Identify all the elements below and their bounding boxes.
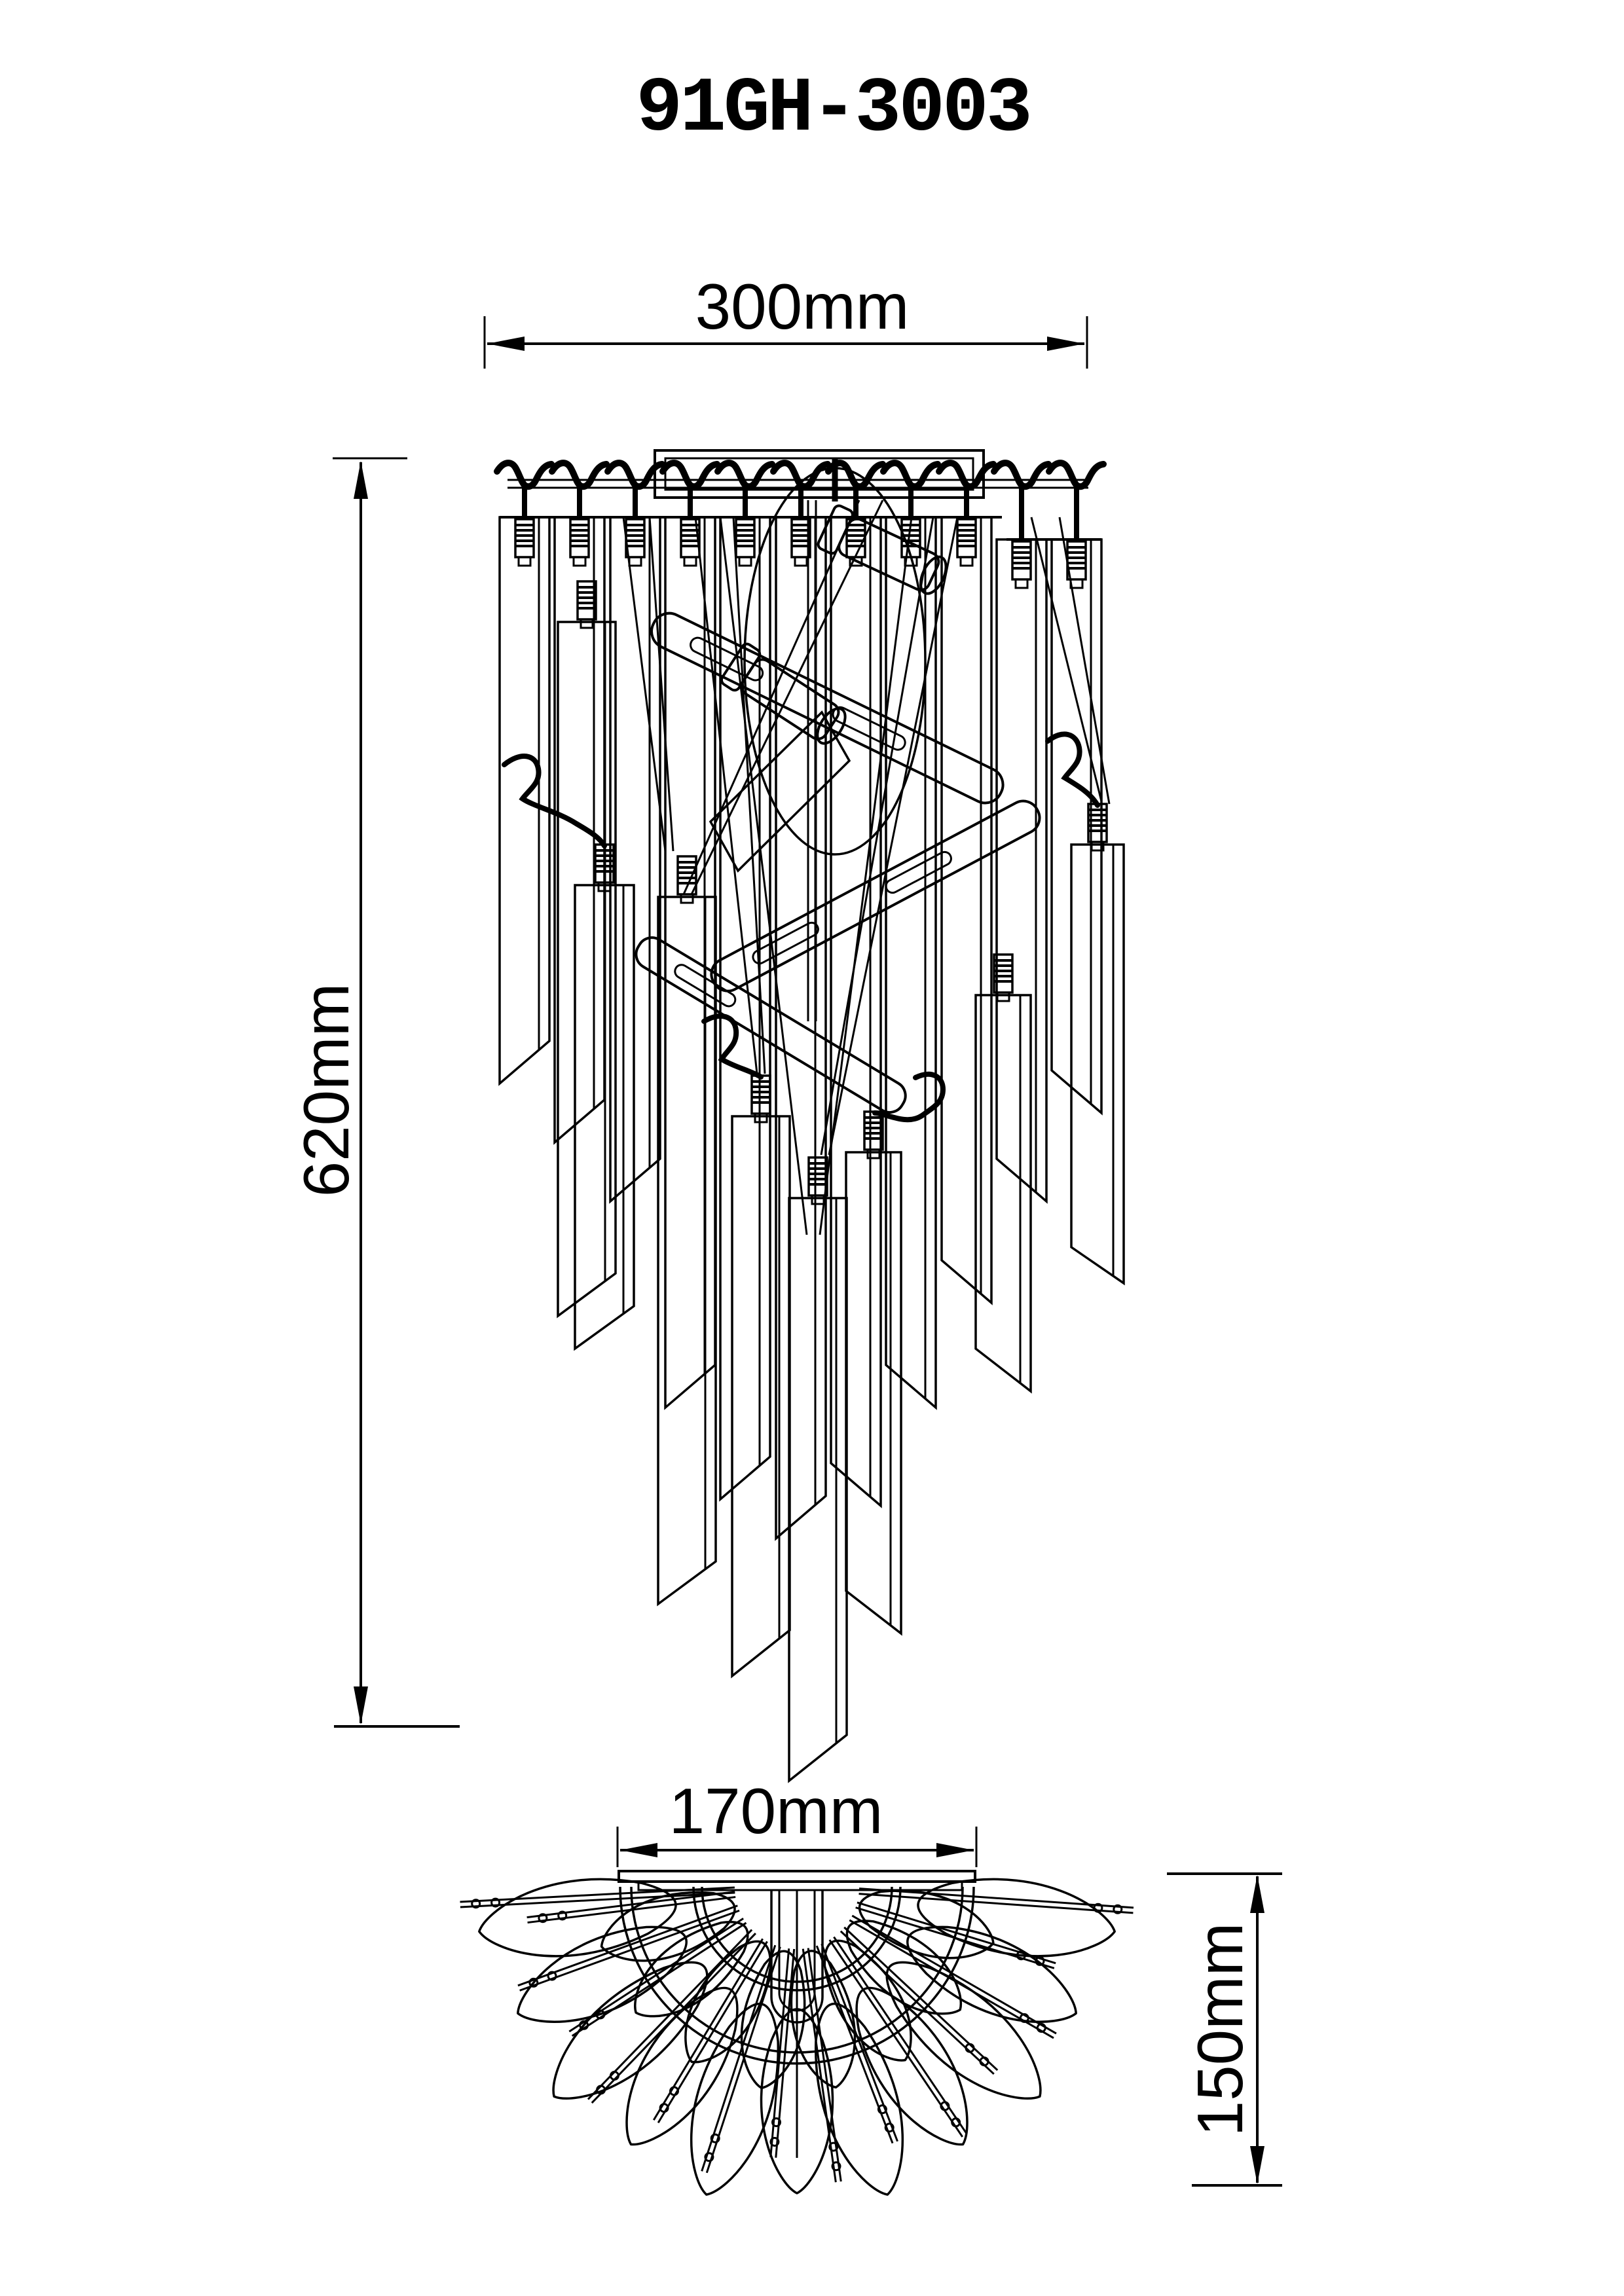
connector-tip xyxy=(1016,579,1027,588)
hanger-hook xyxy=(718,463,772,486)
suspension-wire xyxy=(720,517,807,1235)
glass-strip xyxy=(789,1198,847,1781)
glass-strip xyxy=(997,539,1046,1201)
arm-slot xyxy=(883,850,953,895)
glass-strip xyxy=(558,622,616,1316)
glass-strip xyxy=(942,517,991,1303)
connector-tip xyxy=(684,557,696,566)
canopy-spoke xyxy=(852,1916,1056,2033)
dimension-canopy-height xyxy=(1167,1874,1282,2185)
connector-tip xyxy=(681,894,693,903)
dim-arrow-top xyxy=(354,461,368,499)
hanger-hook xyxy=(883,463,938,486)
hanger-hook xyxy=(994,463,1048,486)
suspension-wire xyxy=(829,517,957,1155)
canopy-bottom-view xyxy=(460,1871,1133,2195)
canopy-plate-outer xyxy=(619,1871,975,1882)
arm-slot xyxy=(688,635,765,682)
suspension-wire xyxy=(821,517,933,1155)
dimension-canopy-width xyxy=(618,1775,976,1867)
dim-arrow-left xyxy=(487,337,525,351)
drawing-title: 91GH-3003 xyxy=(636,66,1030,153)
glass-strip xyxy=(886,517,936,1408)
canopy-spoke xyxy=(830,1940,963,2137)
glass-strips xyxy=(500,517,1124,1781)
mounting-arm xyxy=(646,608,1008,809)
dim-arrow-bottom xyxy=(1250,2146,1264,2184)
glass-strip xyxy=(665,517,715,1408)
canopy-spoke xyxy=(518,1906,737,1986)
dim-arrow-right xyxy=(936,1843,974,1857)
hanger-hook xyxy=(552,463,606,486)
glass-strip xyxy=(846,1152,901,1633)
dim-label-canopy-width: 170mm xyxy=(669,1775,883,1847)
hanger-hook xyxy=(939,463,993,486)
connector-tip xyxy=(519,557,530,566)
arm-slot xyxy=(750,920,821,966)
hanger-hook xyxy=(1049,463,1103,486)
dim-label-width: 300mm xyxy=(695,270,910,342)
connector-tip xyxy=(629,557,641,566)
canopy-fin-outer xyxy=(627,1988,737,2144)
hanger-hook xyxy=(497,463,551,486)
connector-tip xyxy=(795,557,807,566)
connector-tip xyxy=(812,1195,824,1204)
dim-label-height: 620mm xyxy=(290,983,362,1197)
connector-tip xyxy=(961,557,972,566)
connector-tip xyxy=(997,993,1009,1001)
suspension-wire xyxy=(650,517,673,851)
dim-arrow-right xyxy=(1047,337,1084,351)
dim-label-canopy-height: 150mm xyxy=(1184,1922,1256,2137)
dimension-fixture-height xyxy=(290,458,460,1726)
connector-tip xyxy=(574,557,585,566)
dimension-fixture-width xyxy=(485,270,1087,369)
chandelier-front-view xyxy=(497,450,1124,1781)
glass-strip xyxy=(732,1116,790,1676)
suspension-wire xyxy=(684,500,859,894)
hanger-hook xyxy=(663,463,717,486)
glass-strip xyxy=(1071,845,1124,1283)
connector-tip xyxy=(739,557,751,566)
glass-strip xyxy=(610,517,660,1201)
glass-strip xyxy=(976,995,1031,1391)
connector-tip xyxy=(581,619,593,628)
glass-strip xyxy=(658,897,716,1604)
dim-arrow-left xyxy=(620,1843,657,1857)
dim-arrow-bottom xyxy=(354,1686,368,1724)
connector-tip xyxy=(755,1114,767,1122)
glass-strip xyxy=(831,517,881,1506)
dim-arrow-top xyxy=(1250,1875,1264,1913)
